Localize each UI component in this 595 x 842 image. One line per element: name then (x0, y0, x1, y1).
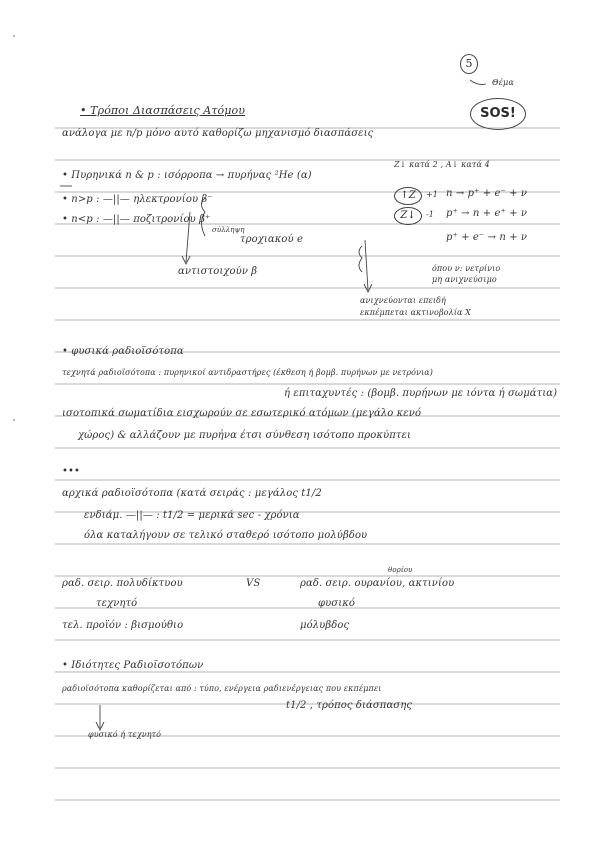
xray-note-2: εκπέμπεται ακτινοβολία X (360, 308, 471, 317)
plus-one: +1 (426, 190, 438, 199)
decay-line-beta-minus: • n>p : —||— ηλεκτρονίου β⁻ (62, 194, 213, 205)
properties-line-2: t1/2 , τρόπος διάσπασης (286, 700, 413, 711)
series-right: ραδ. σειρ. ουρανίου, ακτινίου (300, 578, 455, 589)
neutrino-note: όπου ν: νετρίνιο (432, 264, 501, 273)
capture-label: σύλληψη (212, 226, 245, 234)
circled-z-down: Z↓ (394, 207, 422, 225)
page-number: 5 (460, 54, 478, 74)
circled-z-up: ↑Z (394, 187, 422, 205)
series-right-sub: φυσικό (318, 598, 356, 609)
page-title: • Τρόποι Διασπάσεις Ατόμου (80, 104, 246, 117)
equation-beta-plus: p⁺ → n + e⁺ + ν (446, 208, 528, 219)
properties-heading: • Ιδιότητες Ραδιοϊσοτόπων (62, 660, 204, 671)
artificial-line: τεχνητά ραδιοϊσότοπα : πυρηνικοί αντιδραστήρες (έκθεση ή βομβ. πυρήνων με νετρόνια) (62, 368, 433, 377)
beta-note: αντιστοιχούν β (178, 266, 258, 277)
natural-heading: • φυσικά ραδιοϊσότοπα (62, 346, 184, 357)
properties-line-1: ραδιοϊσότοπα καθορίζεται από : τύπο, ενέργεια ραδιενέργειας που εκπέμπει (62, 684, 382, 693)
neutrino-note-2: μη ανιχνεύσιμο (432, 275, 497, 284)
sos-badge: SOS! (470, 98, 526, 130)
equation-capture: p⁺ + e⁻ → n + ν (446, 232, 528, 243)
series-final-right: μόλυβδος (300, 620, 350, 631)
natural-line-3: ισοτοπικά σωματίδια εισχωρούν σε εσωτερικό ατόμων (μεγάλο κενό (62, 408, 422, 419)
subtitle-line: ανάλογα με n/p μόνο αυτό καθορίζω μηχανισμό διασπάσεις (62, 128, 374, 139)
series-left-sub: τεχνητό (96, 598, 138, 609)
corner-note: Θέμα (492, 78, 514, 87)
natural-line-4: χώρος) & αλλάζουν με πυρήνα έτσι σύνθεση ισότοπο προκύπτει (78, 430, 411, 441)
properties-line-3: φυσικό ή τεχνητό (88, 730, 162, 739)
half-line-1: αρχικά ραδιοϊσότοπα (κατά σειράς : μεγάλος t1/2 (62, 488, 322, 499)
series-vs: VS (246, 578, 261, 589)
thorium-note: θορίου (388, 566, 413, 574)
series-final-left: τελ. προϊόν : βισμούθιο (62, 620, 184, 631)
decay-line-beta-plus: • n<p : —||— ποζιτρονίου β⁺ (62, 214, 211, 225)
equation-beta-minus: n → p⁺ + e⁻ + ν (446, 188, 528, 199)
minus-one: -1 (426, 210, 434, 219)
decay-line-alpha: • Πυρηνικά n & p : ισόρροπα → πυρήνας ²He (α) (62, 170, 312, 181)
dots: ••• (62, 466, 80, 477)
accelerators-line: ή επιταχυντές : (βομβ. πυρήνων με ιόντα ή σωμάτια) (284, 388, 558, 399)
mass-note: Z↓ κατά 2 , A↓ κατά 4 (394, 160, 490, 169)
half-line-3: όλα καταλήγουν σε τελικό σταθερό ισότοπο μολύβδου (84, 530, 368, 541)
decay-line-capture: τροχιακού e (240, 234, 304, 245)
half-line-2: ενδιάμ. —||— : t1/2 = μερικά sec - χρόνια (84, 510, 300, 521)
series-left: ραδ. σειρ. πολυδίκτυου (62, 578, 183, 589)
xray-note: ανιχνεύονται επειδή (360, 296, 446, 305)
